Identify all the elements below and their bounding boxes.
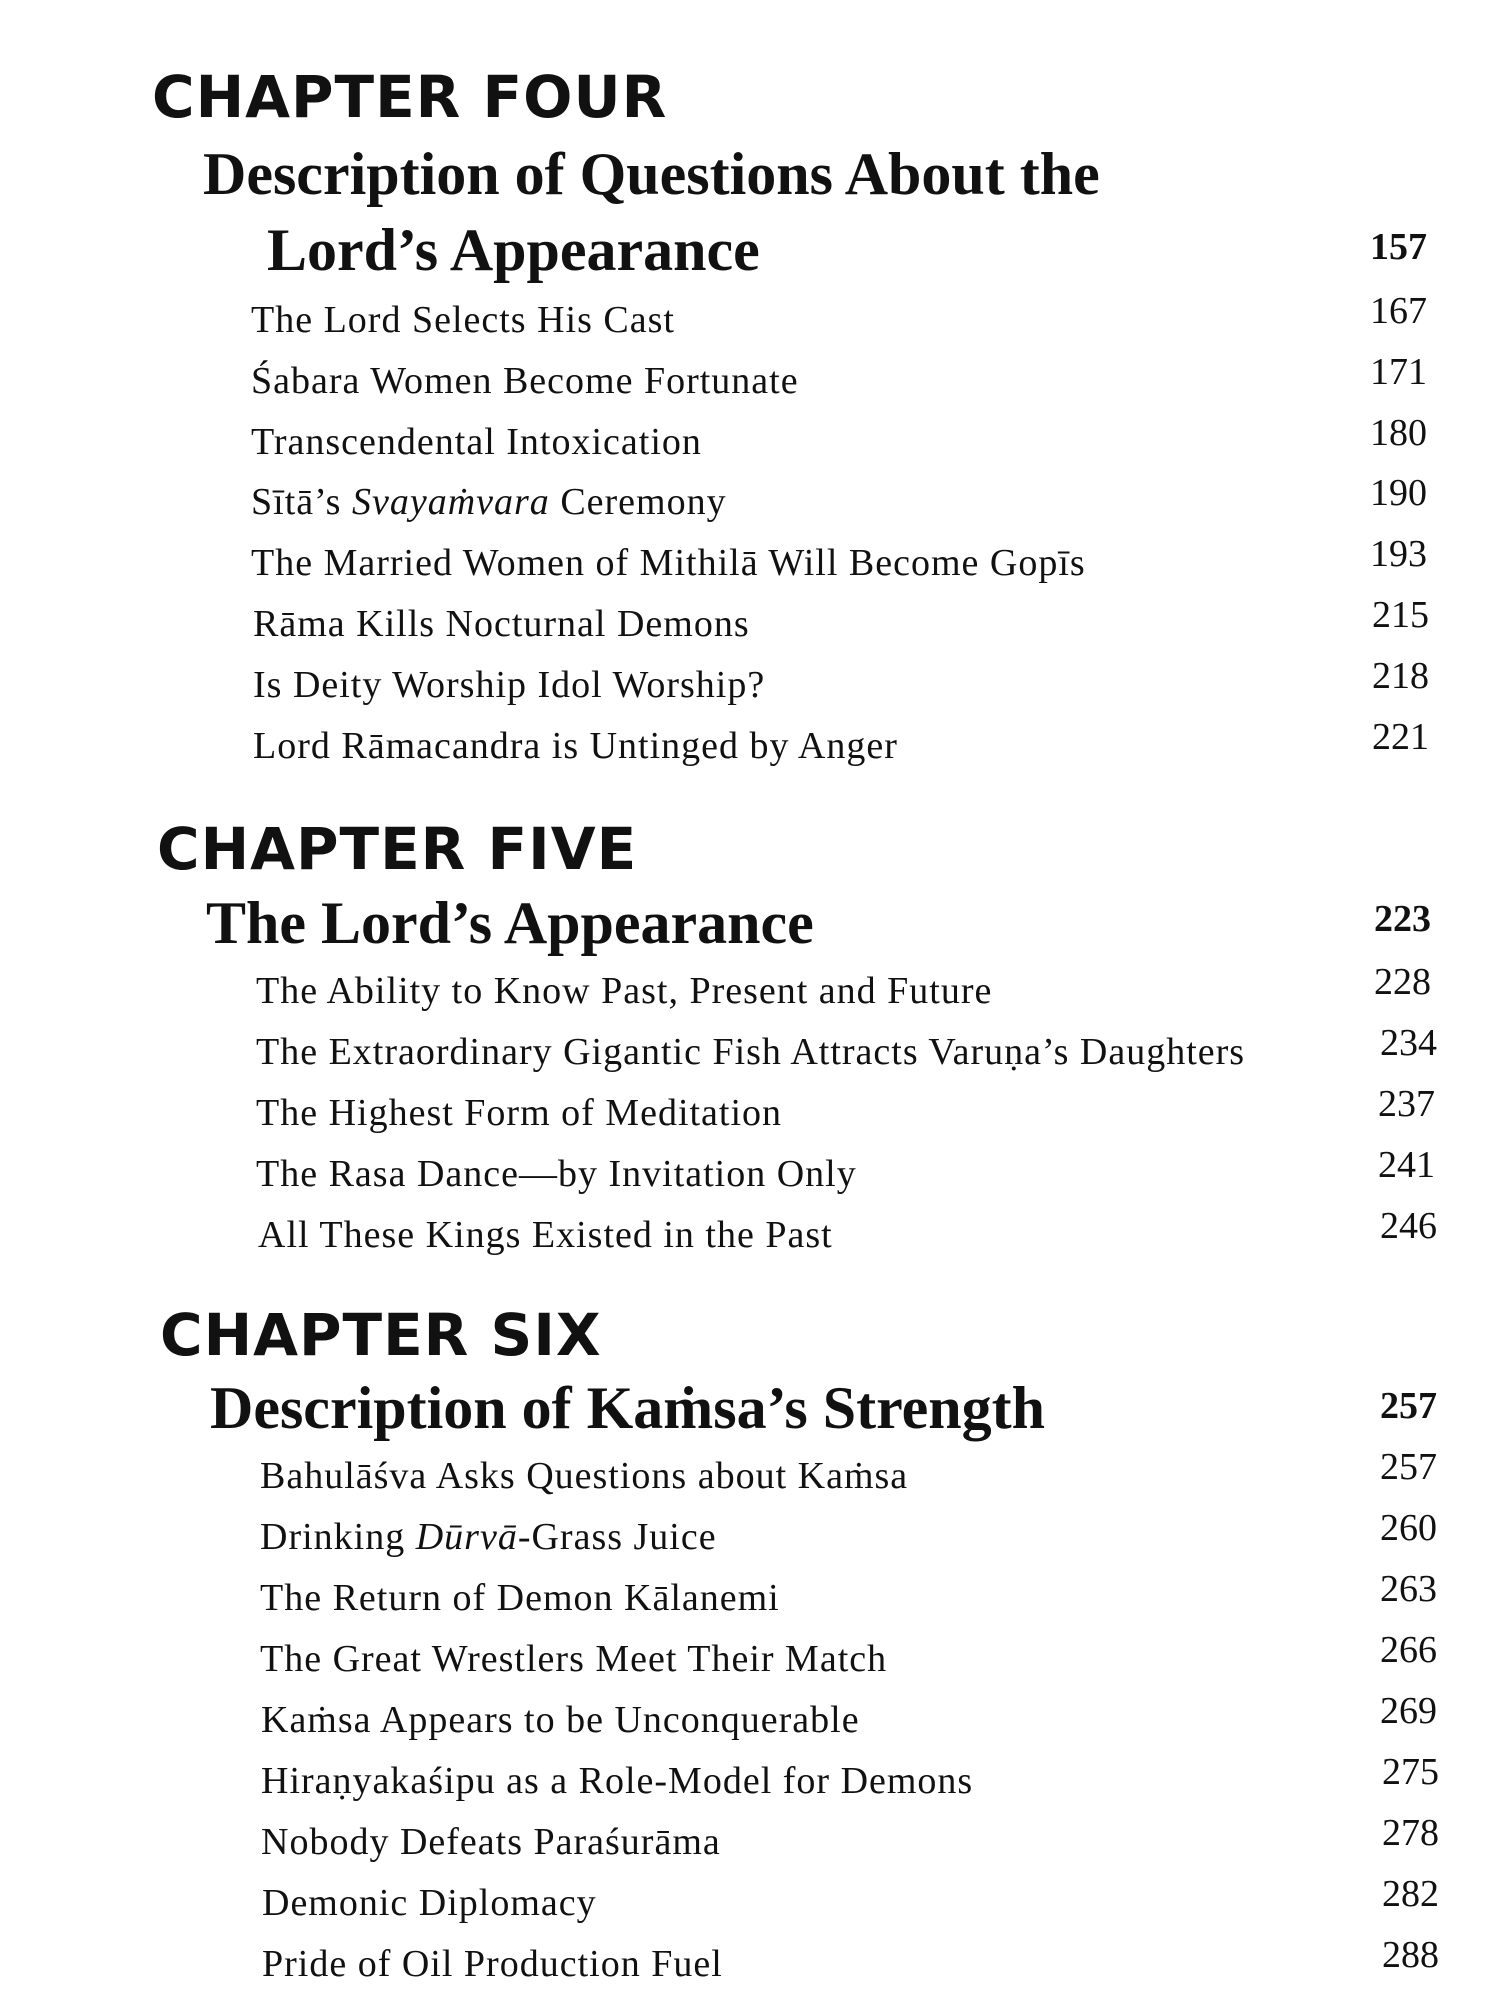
chapter-title: Description of Kaṁsa’s Strength <box>210 1375 1045 1441</box>
toc-entry-text: Sītā’s <box>251 481 352 523</box>
toc-entry-page: 234 <box>1380 1022 1437 1064</box>
toc-entry <box>251 483 727 521</box>
toc-entry: The Great Wrestlers Meet Their Match <box>260 1638 888 1680</box>
toc-entry-page: 275 <box>1382 1751 1439 1793</box>
chapter-label: CHAPTER SIX <box>160 1301 602 1369</box>
toc-entry: The Lord Selects His Cast <box>251 299 675 341</box>
chapter-page-number: 223 <box>1374 898 1431 940</box>
toc-entry: The Married Women of Mithilā Will Become Gopīs <box>251 542 1086 584</box>
toc-entry-page: 260 <box>1380 1507 1437 1549</box>
toc-entry-page: 190 <box>1370 472 1427 514</box>
toc-entry-page: 215 <box>1372 594 1429 636</box>
toc-entry-page: 288 <box>1382 1934 1439 1976</box>
toc-entry-page: 218 <box>1372 655 1429 697</box>
toc-entry-text: Drinking <box>260 1516 416 1558</box>
chapter-label: CHAPTER FIVE <box>157 815 638 883</box>
toc-entry-page: 269 <box>1380 1690 1437 1732</box>
toc-entry-page: 282 <box>1382 1873 1439 1915</box>
toc-entry-page: 237 <box>1378 1083 1435 1125</box>
toc-entry: The Ability to Know Past, Present and Future <box>256 970 993 1012</box>
toc-entry-page: 263 <box>1380 1568 1437 1610</box>
chapter-title-line2: Lord’s Appearance <box>267 217 760 283</box>
toc-entry-page: 278 <box>1382 1812 1439 1854</box>
toc-entry-page: 257 <box>1380 1446 1437 1488</box>
toc-entry: The Rasa Dance—by Invitation Only <box>256 1153 857 1195</box>
toc-entry: Pride of Oil Production Fuel <box>262 1943 723 1985</box>
toc-entry-page: 171 <box>1370 351 1427 393</box>
toc-entry: Lord Rāmacandra is Untinged by Anger <box>253 725 898 767</box>
toc-entry-page: 266 <box>1380 1629 1437 1671</box>
toc-entry-text: -Grass Juice <box>517 1516 717 1558</box>
toc-entry: Kaṁsa Appears to be Unconquerable <box>261 1699 860 1741</box>
toc-entry-page: 246 <box>1380 1205 1437 1247</box>
toc-entry: Transcendental Intoxication <box>251 421 702 463</box>
chapter-label: CHAPTER FOUR <box>152 63 668 131</box>
toc-entry: Bahulāśva Asks Questions about Kaṁsa <box>260 1455 909 1497</box>
toc-entry-italic-text: Svayaṁvara <box>351 481 550 523</box>
toc-entry-page: 167 <box>1370 290 1427 332</box>
toc-entry-page: 221 <box>1372 716 1429 758</box>
chapter-page-number: 257 <box>1380 1385 1437 1427</box>
toc-entry: All These Kings Existed in the Past <box>258 1214 833 1256</box>
toc-entry-page: 228 <box>1374 961 1431 1003</box>
toc-entry-page: 180 <box>1370 412 1427 454</box>
toc-entry: Is Deity Worship Idol Worship? <box>253 664 766 706</box>
toc-entry: Śabara Women Become Fortunate <box>251 360 799 402</box>
toc-entry-italic-text: Dūrvā <box>415 1516 518 1558</box>
toc-entry-text: Ceremony <box>549 481 727 523</box>
toc-entry: The Highest Form of Meditation <box>256 1092 783 1134</box>
toc-entry: Hiraṇyakaśipu as a Role-Model for Demons <box>261 1760 974 1802</box>
toc-entry: The Extraordinary Gigantic Fish Attracts Varuṇa’s Daughters <box>256 1031 1246 1073</box>
chapter-title-line1: Description of Questions About the <box>203 141 1100 207</box>
toc-entry-page: 193 <box>1370 533 1427 575</box>
toc-entry <box>260 1518 717 1556</box>
toc-entry: Nobody Defeats Paraśurāma <box>261 1821 721 1863</box>
toc-entry: Demonic Diplomacy <box>262 1882 597 1924</box>
toc-entry: The Return of Demon Kālanemi <box>260 1577 780 1619</box>
toc-entry: Rāma Kills Nocturnal Demons <box>253 603 750 645</box>
chapter-title: The Lord’s Appearance <box>206 890 814 956</box>
toc-entry-page: 241 <box>1378 1144 1435 1186</box>
chapter-page-number: 157 <box>1370 226 1427 268</box>
